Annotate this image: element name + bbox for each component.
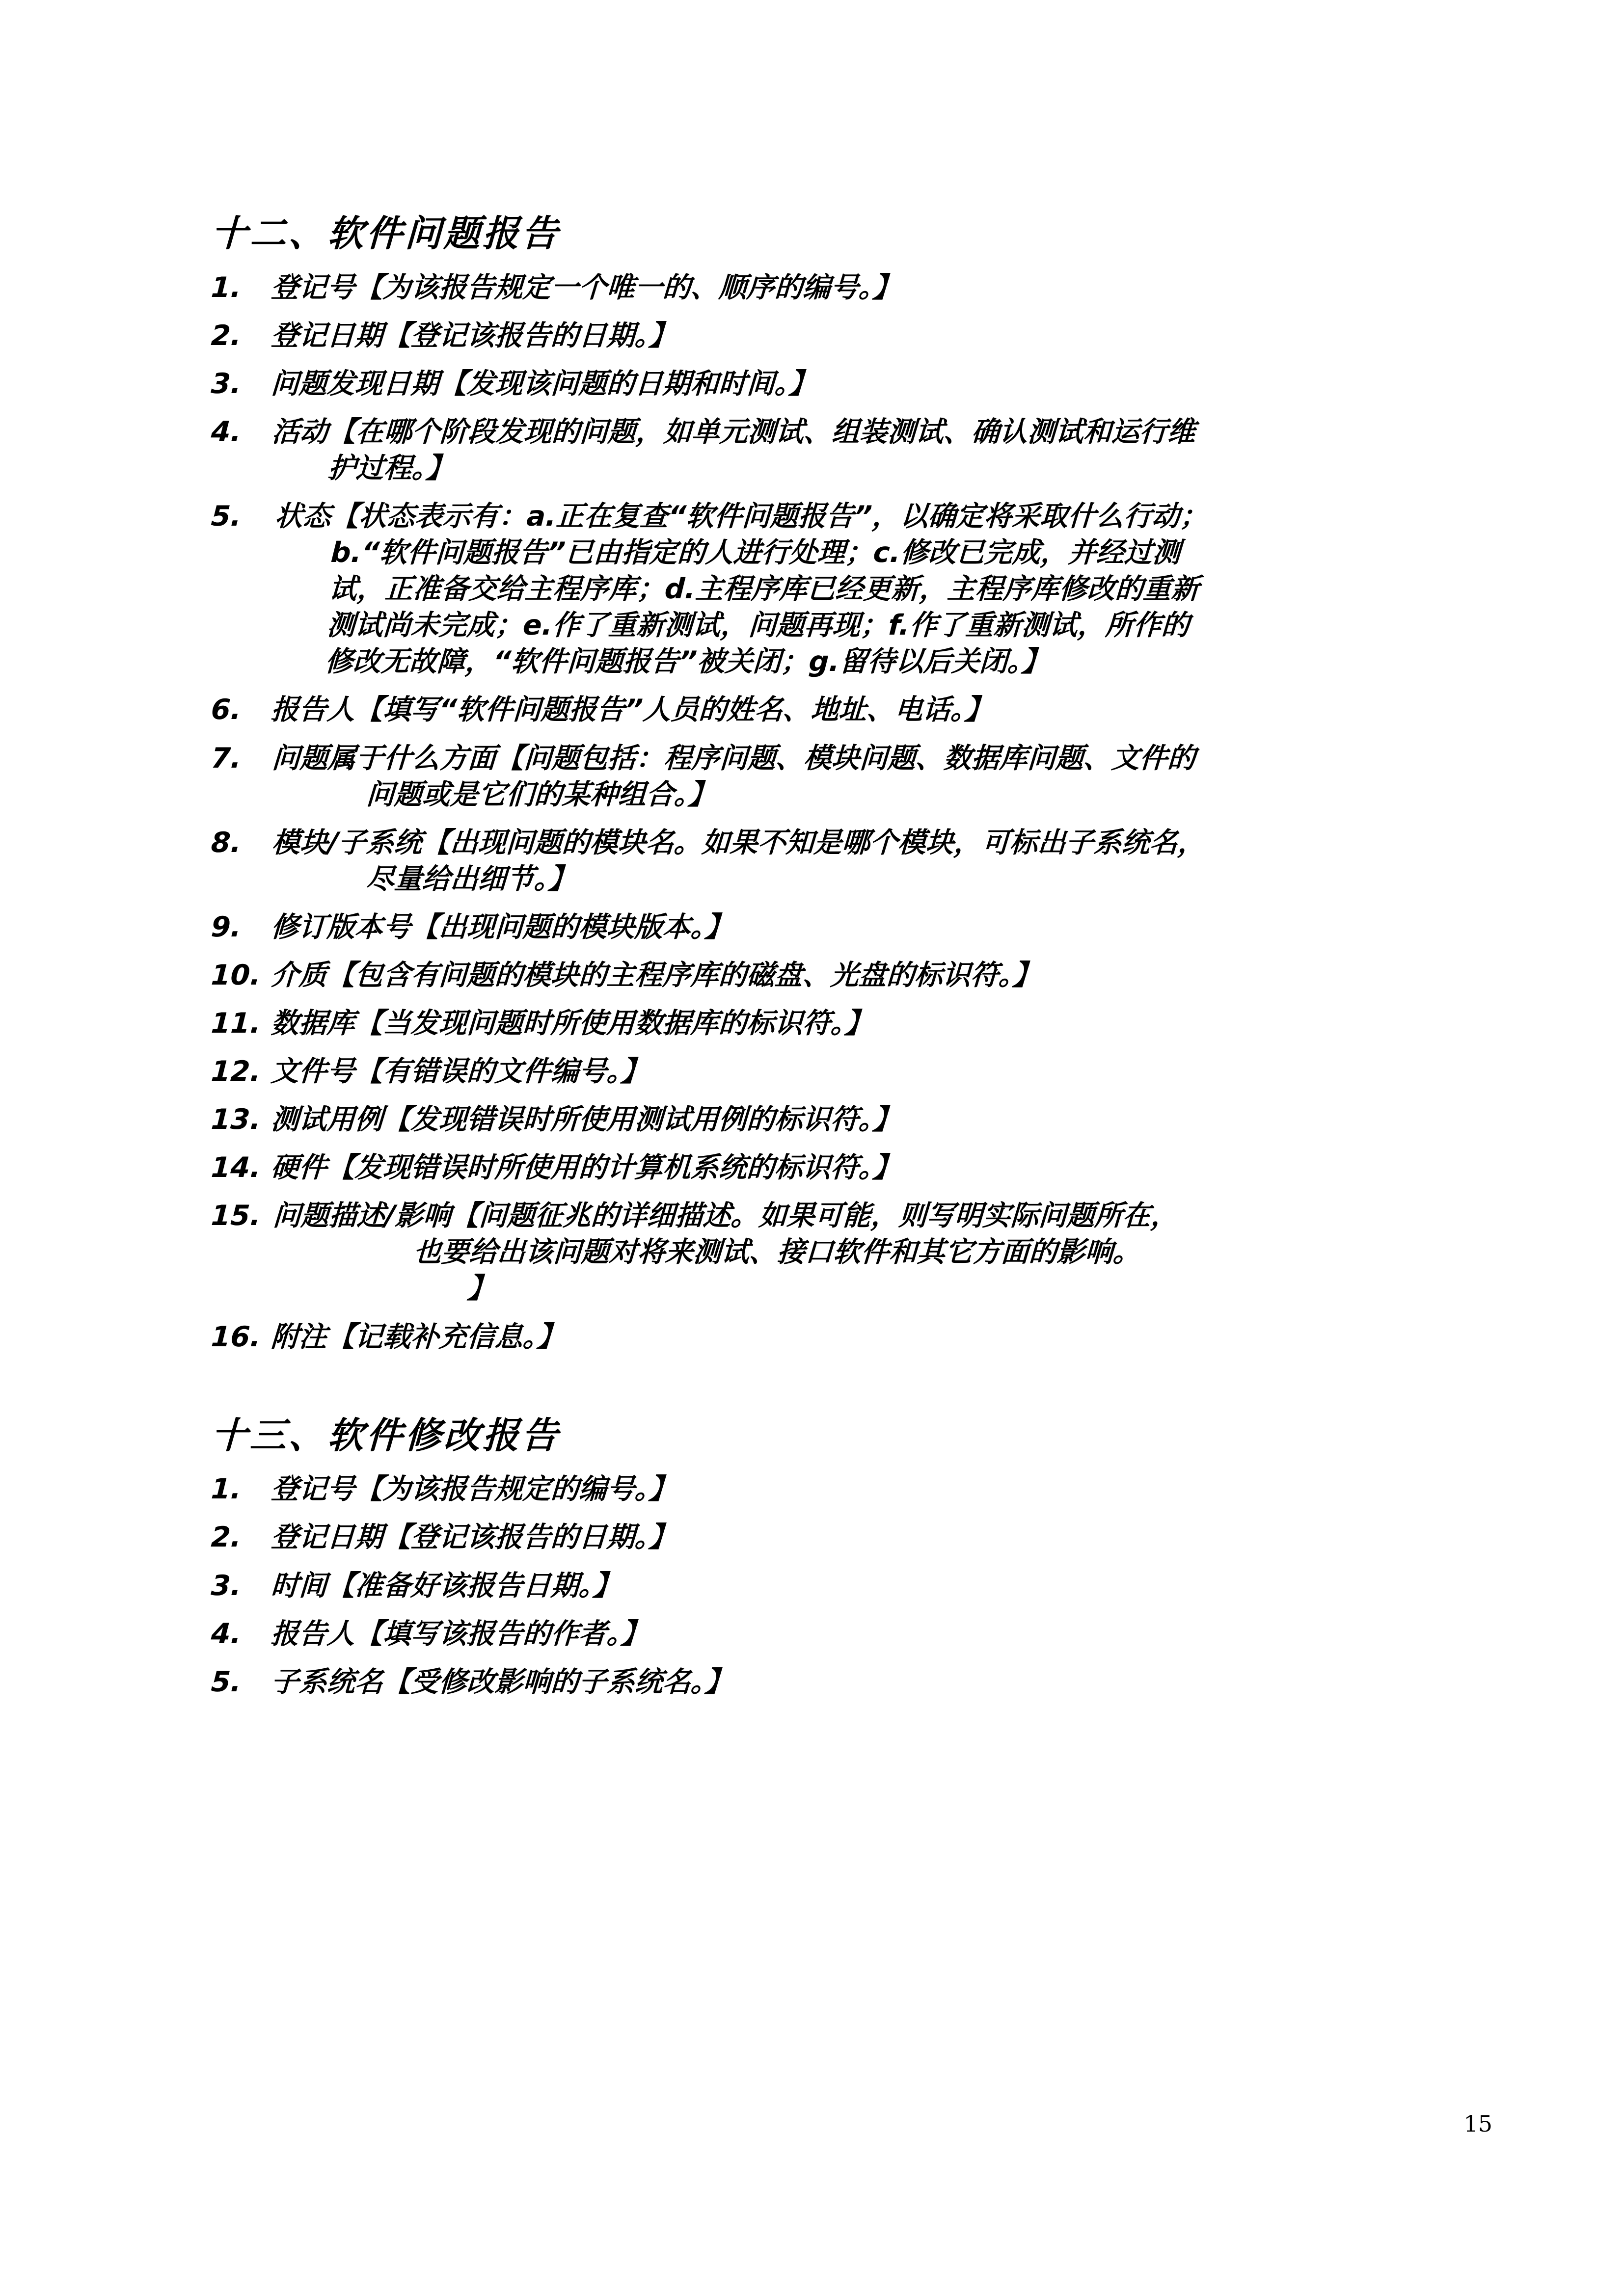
text-line: 尽量给出细节。】 bbox=[365, 862, 577, 895]
list-item-text bbox=[270, 1053, 1400, 1090]
list-item-number: 2. bbox=[210, 1521, 243, 1554]
list-item bbox=[211, 1005, 1399, 1041]
list-item-text bbox=[270, 366, 1400, 402]
section-heading: 十二、软件问题报告 bbox=[210, 213, 561, 255]
list-item-number: 1. bbox=[210, 1473, 243, 1506]
list-item-number: 4. bbox=[210, 1617, 243, 1650]
list-item-text bbox=[270, 1616, 1400, 1652]
list-item-text bbox=[270, 1664, 1400, 1700]
text-line: 登记日期【登记该报告的日期。】 bbox=[270, 1521, 678, 1554]
text-line: 修订版本号【出现问题的模块版本。】 bbox=[270, 910, 734, 943]
text-line: 登记号【为该报告规定的编号。】 bbox=[270, 1473, 678, 1506]
text-line: b.“软件问题报告”已由指定的人进行处理；c.修改已完成，并经过测 bbox=[330, 536, 1181, 569]
page-content bbox=[211, 211, 1399, 1712]
text-line: 附注【记载补充信息。】 bbox=[270, 1320, 566, 1353]
text-line: 子系统名【受修改影响的子系统名。】 bbox=[270, 1665, 734, 1698]
text-line: 数据库【当发现问题时所使用数据库的标识符。】 bbox=[270, 1007, 874, 1040]
list-item-text bbox=[266, 498, 1404, 680]
list-item-number: 2. bbox=[210, 319, 243, 352]
text-line: 活动【在哪个阶段发现的问题，如单元测试、组装测试、确认测试和运行维 bbox=[271, 415, 1196, 448]
text-line: 测试用例【发现错误时所使用测试用例的标识符。】 bbox=[270, 1103, 902, 1136]
list-item-text bbox=[269, 414, 1401, 486]
list-item bbox=[211, 1319, 1399, 1355]
list-item-text bbox=[270, 1319, 1400, 1355]
list-item-number: 5. bbox=[210, 1665, 243, 1698]
list-item bbox=[211, 366, 1399, 402]
text-line: 也要给出该问题对将来测试、接口软件和其它方面的影响。 bbox=[412, 1236, 1142, 1269]
text-line: 问题或是它们的某种组合。】 bbox=[365, 778, 717, 811]
text-line: 测试尚未完成；e.作了重新测试，问题再现；f.作了重新测试，所作的 bbox=[326, 609, 1191, 642]
list-item-text bbox=[270, 1149, 1400, 1186]
text-line: 试，正准备交给主程序库；d.主程序库已经更新，主程序库修改的重新 bbox=[328, 573, 1200, 606]
list-item-number: 14. bbox=[210, 1151, 262, 1184]
list-item bbox=[211, 498, 1399, 680]
list-item-number: 5. bbox=[210, 500, 243, 533]
list-item-number: 11. bbox=[210, 1007, 262, 1040]
list-item-number: 13. bbox=[210, 1103, 262, 1136]
list-item bbox=[211, 414, 1399, 486]
list-item-text bbox=[270, 1471, 1400, 1507]
list-item bbox=[211, 318, 1399, 354]
list-item-number: 10. bbox=[210, 959, 262, 991]
text-line: 问题描述/影响【问题征兆的详细描述。如果可能，则写明实际问题所在， bbox=[272, 1200, 1180, 1232]
list-item-number: 8. bbox=[210, 826, 243, 859]
text-line: 状态【状态表示有：a.正在复查“软件问题报告”，以确定将采取什么行动； bbox=[274, 500, 1209, 533]
list-item bbox=[211, 740, 1399, 813]
list-item-number: 3. bbox=[210, 367, 243, 400]
text-line: 登记号【为该报告规定一个唯一的、顺序的编号。】 bbox=[270, 271, 902, 304]
list-item-text bbox=[270, 692, 1400, 728]
list-item bbox=[211, 909, 1399, 945]
list-item bbox=[211, 1101, 1399, 1138]
list-item-number: 12. bbox=[210, 1055, 262, 1088]
text-line: 修改无故障，“软件问题报告”被关闭；g.留待以后关闭。】 bbox=[324, 645, 1051, 678]
text-line: 硬件【发现错误时所使用的计算机系统的标识符。】 bbox=[270, 1151, 902, 1184]
numbered-item-list bbox=[211, 269, 1399, 1355]
list-item-number: 15. bbox=[210, 1200, 262, 1232]
list-item-text bbox=[270, 909, 1400, 945]
list-item-text bbox=[270, 957, 1400, 993]
list-item-text bbox=[270, 318, 1400, 354]
list-item-text bbox=[269, 825, 1401, 897]
list-item-number: 1. bbox=[210, 271, 243, 304]
text-line: 报告人【填写“软件问题报告”人员的姓名、地址、电话。】 bbox=[270, 694, 994, 726]
list-item bbox=[211, 1519, 1399, 1555]
list-item-number: 4. bbox=[210, 415, 243, 448]
list-item bbox=[211, 1198, 1399, 1307]
text-line: 时间【准备好该报告日期。】 bbox=[270, 1569, 622, 1602]
list-item-text bbox=[270, 1101, 1400, 1138]
list-item bbox=[211, 692, 1399, 728]
list-item bbox=[211, 957, 1399, 993]
text-line: 问题发现日期【发现该问题的日期和时间。】 bbox=[270, 367, 818, 400]
text-line: 文件号【有错误的文件编号。】 bbox=[270, 1055, 650, 1088]
list-item bbox=[211, 1568, 1399, 1604]
list-item bbox=[211, 1149, 1399, 1186]
text-line: 登记日期【登记该报告的日期。】 bbox=[270, 319, 678, 352]
list-item-text bbox=[270, 1568, 1400, 1604]
text-line: 护过程。】 bbox=[327, 452, 455, 484]
numbered-item-list bbox=[211, 1471, 1399, 1700]
text-line: 模块/子系统【出现问题的模块名。如果不知是哪个模块，可标出子系统名， bbox=[271, 826, 1207, 859]
list-item bbox=[211, 269, 1399, 306]
list-item-text bbox=[269, 740, 1401, 813]
list-item bbox=[211, 1053, 1399, 1090]
text-line: 】 bbox=[466, 1272, 496, 1305]
text-line: 介质【包含有问题的模块的主程序库的磁盘、光盘的标识符。】 bbox=[270, 959, 1042, 991]
section-software-change-report bbox=[211, 1413, 1399, 1700]
list-item bbox=[211, 825, 1399, 897]
list-item-text bbox=[268, 1198, 1402, 1307]
list-item-number: 9. bbox=[210, 910, 243, 943]
list-item-text bbox=[270, 1005, 1400, 1041]
list-item-text bbox=[270, 1519, 1400, 1555]
list-item-number: 7. bbox=[210, 742, 243, 774]
list-item-number: 3. bbox=[210, 1569, 243, 1602]
text-line: 问题属于什么方面【问题包括：程序问题、模块问题、数据库问题、文件的 bbox=[271, 742, 1196, 774]
list-item-number: 16. bbox=[210, 1320, 262, 1353]
text-line: 报告人【填写该报告的作者。】 bbox=[270, 1617, 650, 1650]
list-item bbox=[211, 1616, 1399, 1652]
list-item-number: 6. bbox=[210, 694, 243, 726]
section-software-problem-report bbox=[211, 211, 1399, 1355]
list-item bbox=[211, 1471, 1399, 1507]
list-item bbox=[211, 1664, 1399, 1700]
list-item-text bbox=[270, 269, 1400, 306]
section-heading: 十三、软件修改报告 bbox=[210, 1414, 561, 1457]
page-number: 15 bbox=[1463, 2110, 1492, 2137]
